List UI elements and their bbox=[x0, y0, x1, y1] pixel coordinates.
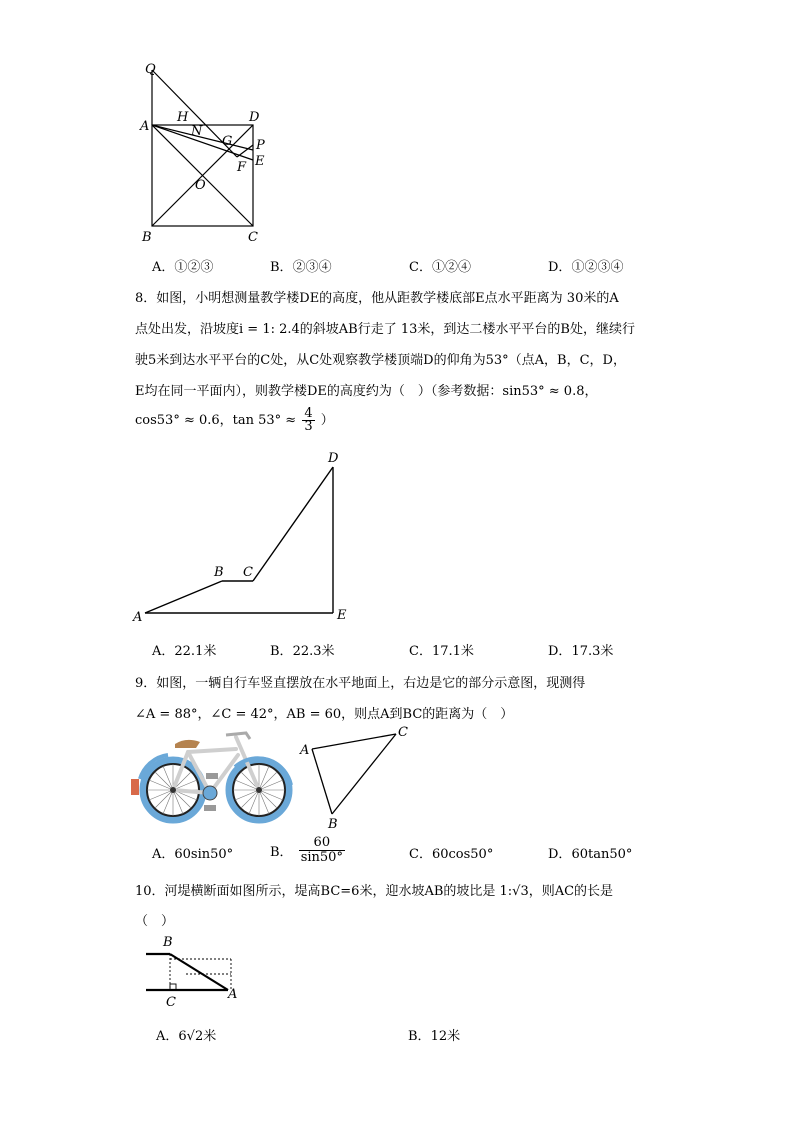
q9-line-2: ∠A = 88°，∠C = 42°，AB = 60，则点A到BC的距离为（ ） bbox=[135, 707, 514, 722]
q8-slope-figure bbox=[125, 445, 365, 630]
label-P: P bbox=[256, 138, 265, 153]
q8-label-D: D bbox=[328, 451, 339, 466]
q9-label-A: A bbox=[300, 743, 310, 758]
q8-line-1: 8．如图，小明想测量教学楼DE的高度，他从距教学楼底部E点水平距离为 30米的A bbox=[135, 291, 619, 306]
q7-option-d[interactable]: D．①②③④ bbox=[548, 260, 624, 275]
bicycle-illustration bbox=[128, 727, 293, 832]
q10-option-b[interactable]: B．12米 bbox=[408, 1029, 461, 1044]
q8-fraction: $\frac{4}{3}$ bbox=[304, 406, 313, 434]
q10-embankment-figure bbox=[140, 932, 250, 1012]
q9-triangle-figure bbox=[296, 722, 416, 832]
q8-option-c[interactable]: C．17.1米 bbox=[409, 644, 474, 659]
q9-label-B: B bbox=[328, 817, 338, 832]
q8-option-b[interactable]: B．22.3米 bbox=[270, 644, 335, 659]
q8-label-E: E bbox=[337, 608, 347, 623]
label-G: G bbox=[222, 134, 233, 149]
q10-option-a[interactable]: A．6√2米 bbox=[156, 1029, 217, 1044]
q10-line-1: 10．河堤横断面如图所示，堤高BC=6米，迎水坡AB的坡比是 1:√3，则AC的长是 bbox=[135, 884, 614, 899]
q10-label-C: C bbox=[166, 995, 176, 1010]
q10-label-B: B bbox=[163, 935, 173, 950]
q9-line-1: 9．如图，一辆自行车竖直摆放在水平地面上，右边是它的部分示意图，现测得 bbox=[135, 676, 586, 691]
q7-option-a[interactable]: A．①②③ bbox=[152, 260, 214, 275]
q9-option-a[interactable]: A．60sin50° bbox=[152, 847, 234, 862]
q8-options bbox=[152, 640, 672, 660]
q10-options bbox=[152, 1025, 672, 1045]
label-B: B bbox=[142, 230, 152, 245]
q8-label-A: A bbox=[133, 610, 143, 625]
label-A: A bbox=[140, 119, 150, 134]
q8-line-4: E均在同一平面内），则教学楼DE的高度约为（ ）（参考数据：sin53° ≈ 0.8， bbox=[135, 384, 598, 399]
label-Q: Q bbox=[145, 62, 156, 77]
label-H: H bbox=[177, 110, 189, 125]
label-O: O bbox=[195, 178, 206, 193]
q10-line-2: （ ） bbox=[135, 914, 175, 929]
q8-line-5: cos53° ≈ 0.6，tan 53° ≈ $\frac{4}{3}$ ） bbox=[135, 406, 334, 434]
label-C: C bbox=[248, 230, 258, 245]
label-E: E bbox=[255, 154, 265, 169]
q9-label-C: C bbox=[398, 725, 408, 740]
q10-label-A: A bbox=[228, 987, 238, 1002]
q8-option-d[interactable]: D．17.3米 bbox=[548, 644, 614, 659]
q8-label-C: C bbox=[243, 565, 253, 580]
q7-option-c[interactable]: C．①②④ bbox=[409, 260, 471, 275]
q7-option-b[interactable]: B．②③④ bbox=[270, 260, 332, 275]
q7-options bbox=[152, 256, 672, 276]
q7-square-figure bbox=[130, 55, 280, 250]
q9-options bbox=[152, 836, 672, 872]
q8-label-B: B bbox=[214, 565, 224, 580]
q9-option-b[interactable]: B． $\frac{60}{\sin 50^\circ}$ bbox=[270, 835, 343, 865]
label-D: D bbox=[249, 110, 260, 125]
q8-line-3: 驶5米到达水平平台的C处，从C处观察教学楼顶端D的仰角为53°（点A，B，C，D， bbox=[135, 353, 626, 368]
q8-option-a[interactable]: A．22.1米 bbox=[152, 644, 217, 659]
q8-line-2: 点处出发，沿坡度i = 1: 2.4的斜坡AB行走了 13米，到达二楼水平平台的B处，继续行 bbox=[135, 322, 635, 337]
label-F: F bbox=[237, 160, 247, 175]
q9-option-c[interactable]: C．60cos50° bbox=[409, 847, 494, 862]
label-N: N bbox=[191, 124, 203, 139]
q9-option-d[interactable]: D．60tan50° bbox=[548, 847, 633, 862]
